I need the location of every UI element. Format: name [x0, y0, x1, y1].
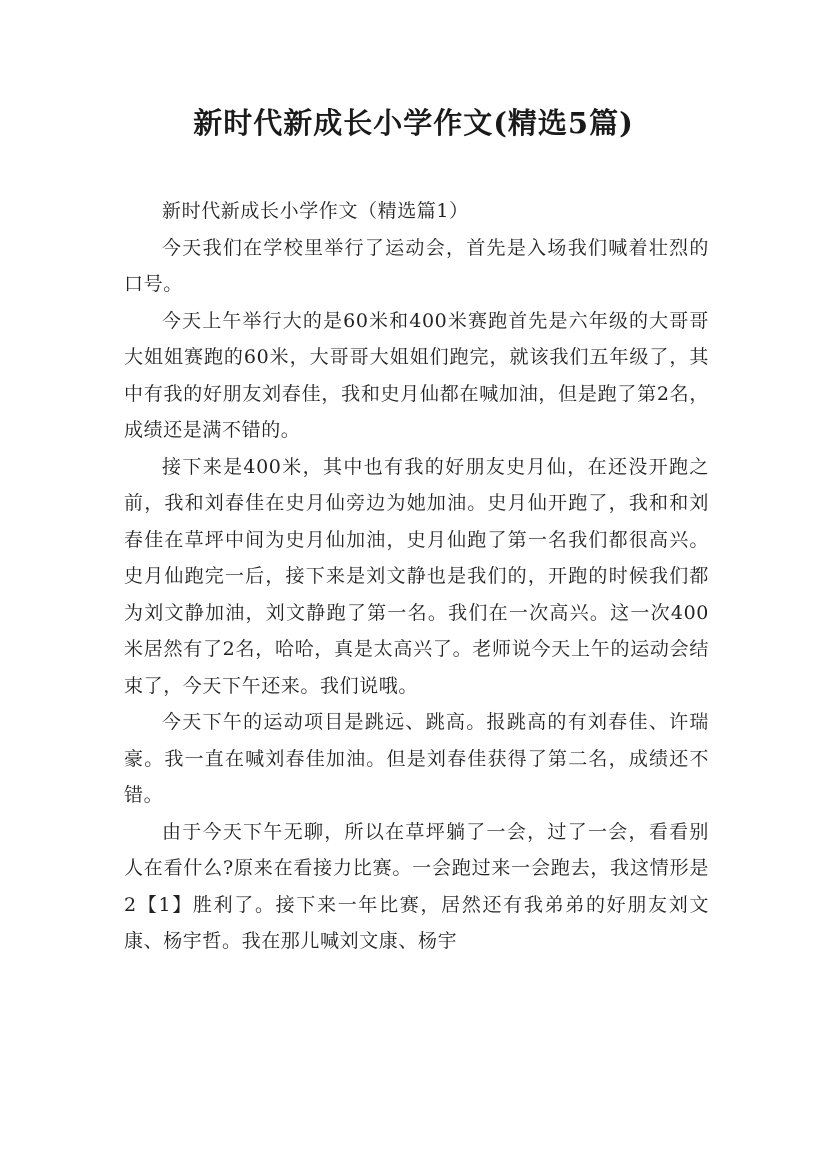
document-body — [124, 193, 709, 960]
paragraph: 今天下午的运动项目是跳远、跳高。报跳高的有刘春佳、许瑞豪。我一直在喊刘春佳加油。但是刘春佳获得了第二名，成绩还不错。 — [124, 711, 709, 806]
section-heading: 新时代新成长小学作文（精选篇1） — [162, 200, 469, 222]
paragraph: 由于今天下午无聊，所以在草坪躺了一会，过了一会，看看别人在看什么?原来在看接力比赛。一会跑过来一会跑去，我这情形是2【1】胜利了。接下来一年比赛，居然还有我弟弟的好朋友刘文康、杨宇哲。我在那儿喊刘文康、杨宇 — [124, 820, 709, 952]
paragraph: 接下来是400米，其中也有我的好朋友史月仙，在还没开跑之前，我和刘春佳在史月仙旁边为她加油。史月仙开跑了，我和和刘春佳在草坪中间为史月仙加油，史月仙跑了第一名我们都很高兴。史月仙跑完一后，接下来是刘文静也是我们的，开跑的时候我们都为刘文静加油，刘文静跑了第一名。我们在一次高兴。这一次400米居然有了2名，哈哈，真是太高兴了。老师说今天上午的运动会结束了，今天下午还来。我们说哦。 — [124, 455, 709, 697]
paragraph: 今天我们在学校里举行了运动会，首先是入场我们喊着壮烈的口号。 — [124, 236, 709, 295]
document-title: 新时代新成长小学作文(精选5篇) — [193, 106, 634, 140]
paragraph: 今天上午举行大的是60米和400米赛跑首先是六年级的大哥哥大姐姐赛跑的60米，大哥哥大姐姐们跑完，就该我们五年级了，其中有我的好朋友刘春佳，我和史月仙都在喊加油，但是跑了第2名，成绩还是满不错的。 — [124, 309, 709, 441]
